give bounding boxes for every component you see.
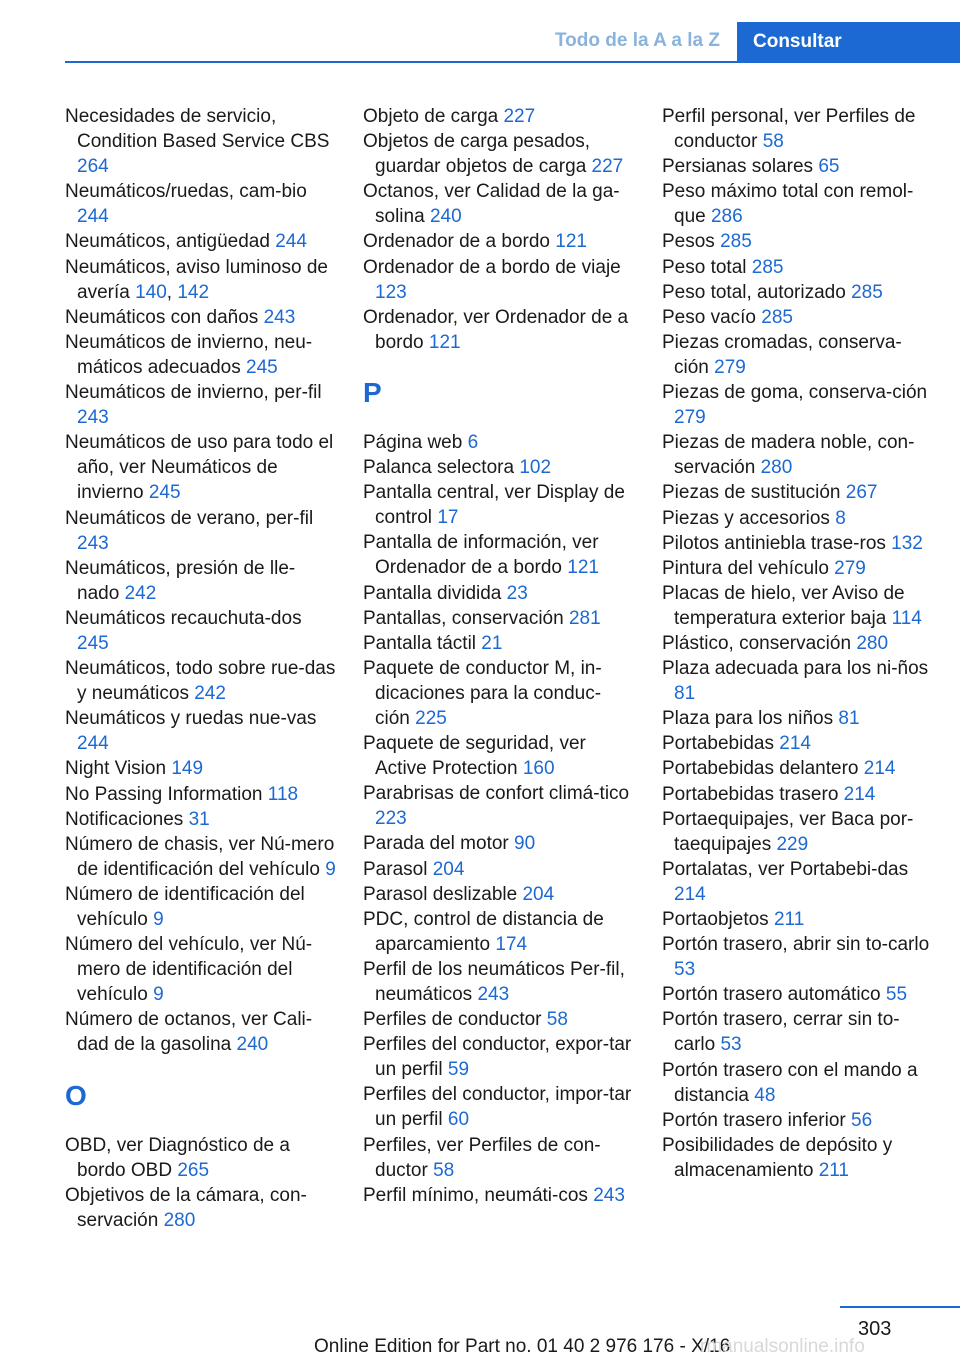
index-entry-text: Número de chasis, ver Nú-mero de identificación del vehículo (65, 833, 335, 880)
index-entry-text: Paquete de conductor M, in-dicaciones para la conduc-ción (363, 657, 602, 729)
index-entry (662, 1108, 932, 1133)
index-entry (662, 907, 932, 932)
page-reference-link[interactable]: 242 (194, 683, 226, 705)
tab-consultar[interactable]: Consultar (737, 22, 960, 62)
index-entry (662, 179, 932, 229)
page-reference-link[interactable]: 204 (432, 858, 465, 880)
index-entry-text: Portabebidas delantero (662, 758, 859, 780)
page-reference-link[interactable]: 56 (851, 1109, 873, 1131)
index-entry-text: Objetivos de la cámara, con-servación (65, 1184, 307, 1231)
page-reference-link[interactable]: 9 (325, 858, 336, 880)
index-entry-text: Pantalla de información, ver Ordenador de a bordo (363, 532, 599, 579)
index-entry (363, 1032, 635, 1082)
index-entry (662, 255, 932, 280)
page-reference-link[interactable]: 140 (135, 281, 167, 303)
index-entry (662, 631, 932, 656)
index-entry-text: Piezas de madera noble, con-servación (662, 432, 915, 479)
page-reference-link[interactable]: 31 (188, 808, 210, 830)
index-entry-text: Pantalla dividida (363, 582, 502, 604)
index-entry (662, 330, 932, 380)
index-entry (662, 1058, 932, 1108)
page-reference-link[interactable]: 48 (754, 1084, 776, 1106)
index-entry-text: Posibilidades de depósito y almacenamiento (662, 1134, 893, 1181)
page-reference-link[interactable]: 214 (674, 883, 706, 905)
index-entry (662, 807, 932, 857)
page-reference-link[interactable]: 142 (177, 281, 210, 303)
index-entry (363, 857, 635, 882)
index-entry-text: Perfiles del conductor, impor-tar un perfil (363, 1084, 632, 1131)
page-reference-link[interactable]: 227 (503, 106, 536, 127)
index-entry-text: Portaobjetos (662, 909, 769, 930)
index-entry (65, 782, 337, 807)
index-entry-text: Neumáticos y ruedas nue-vas (65, 708, 317, 730)
index-entry-text: Paquete de seguridad, ver Active Protection (363, 733, 586, 780)
index-entry (65, 179, 337, 229)
index-entry-text: Número de identificación del vehículo (65, 883, 305, 930)
section-link[interactable]: Todo de la A a la Z (554, 30, 720, 51)
page-reference-link[interactable]: 121 (555, 231, 587, 253)
edition-note: Online Edition for Part no. 01 40 2 976 176 - X/16 (314, 1336, 731, 1357)
page-reference-link[interactable]: 285 (761, 306, 793, 328)
index-entry-text: Portón trasero con el mando a distancia (662, 1059, 918, 1106)
page-reference-link[interactable]: 81 (838, 708, 860, 730)
page-reference-link[interactable]: 121 (567, 557, 599, 579)
index-entry-text: Necesidades de servicio, Condition Based Service CBS (65, 106, 330, 153)
index-entry (363, 455, 635, 480)
index-entry (363, 957, 635, 1007)
index-entry: Neumáticos, aviso luminoso de avería 140, 142 (65, 256, 328, 303)
page-reference-link[interactable]: 280 (856, 632, 889, 654)
index-entry (662, 229, 932, 254)
index-entry-text: Portón trasero, abrir sin to-carlo (662, 934, 930, 956)
index-entry (662, 380, 932, 430)
index-entry (65, 656, 337, 706)
index-entry-text: Objetos de carga pesados, guardar objetos de carga (363, 131, 591, 178)
index-entry-text: Neumáticos con daños (65, 306, 259, 328)
page-reference-link[interactable]: 225 (415, 707, 447, 729)
index-entry-text: Peso vacío (662, 306, 756, 328)
index-entry-text: Pantalla central, ver Display de control (363, 482, 625, 529)
index-entry-text: Número del vehículo, ver Nú-mero de identificación del vehículo (65, 934, 313, 1006)
index-entry (65, 1183, 337, 1233)
page-reference-link[interactable]: 90 (514, 833, 536, 855)
index-entry-text: Neumáticos de invierno, neu-máticos adecuados (65, 331, 313, 378)
index-entry-text: Neumáticos, antigüedad (65, 231, 270, 253)
index-entry (662, 556, 932, 581)
page-reference-link[interactable]: 114 (891, 607, 922, 629)
index-entry (65, 1133, 337, 1183)
index-entry (662, 982, 932, 1007)
page-reference-link[interactable]: 285 (751, 256, 784, 278)
index-entry-text: Parada del motor (363, 833, 509, 855)
index-entry-text: Parasol (363, 858, 428, 880)
page-reference-link[interactable]: 81 (674, 683, 696, 705)
index-entry-text: Plaza para los niños (662, 708, 834, 730)
index-entry (662, 280, 932, 305)
index-entry-text: Portabebidas trasero (662, 783, 839, 805)
index-entry (363, 907, 635, 957)
page-reference-link[interactable]: 229 (776, 833, 809, 855)
watermark: rmanualsonline.info (700, 1336, 865, 1357)
index-entry (363, 480, 635, 530)
page-reference-link[interactable]: 279 (674, 407, 706, 429)
index-entry (363, 631, 635, 656)
page-reference-link[interactable]: 281 (568, 607, 601, 629)
page-reference-link[interactable]: 121 (428, 331, 461, 353)
index-entry-text: Neumáticos de verano, per-fil (65, 507, 314, 529)
page-reference-link[interactable]: 118 (267, 783, 299, 805)
page-reference-link[interactable]: 17 (437, 507, 459, 529)
index-entry (662, 932, 932, 982)
index-entry (65, 606, 337, 656)
page-reference-link[interactable]: 279 (834, 557, 866, 579)
page-reference-link[interactable]: 204 (522, 883, 555, 905)
index-column-2 (363, 104, 635, 1208)
page-reference-link[interactable]: 243 (593, 1184, 625, 1206)
page-reference-link[interactable]: 243 (77, 532, 109, 554)
index-entry (662, 731, 932, 756)
index-entry-text: Ordenador de a bordo (363, 231, 550, 253)
index-entry-text: Piezas de goma, conserva-ción (662, 382, 928, 404)
page-reference-link[interactable]: 245 (246, 356, 278, 378)
page-reference-link[interactable]: 245 (77, 632, 109, 654)
page-reference-link[interactable]: 286 (710, 206, 743, 228)
index-entry (65, 104, 337, 179)
page-reference-link[interactable]: 65 (818, 156, 840, 178)
index-column-1 (65, 104, 337, 1233)
page-reference-link[interactable]: 211 (773, 909, 805, 930)
page-header (0, 0, 960, 62)
index-entry-text: Perfil de los neumáticos Per-fil, neumáticos (363, 958, 625, 1005)
page-reference-link[interactable]: 60 (447, 1109, 470, 1131)
index-entry (662, 305, 932, 330)
page-reference-link[interactable]: 223 (375, 808, 407, 830)
page-reference-link[interactable]: 149 (171, 758, 204, 780)
index-entry-text: Perfiles, ver Perfiles de con-ductor (363, 1134, 601, 1181)
index-entry-text: Piezas cromadas, conserva-ción (662, 331, 902, 378)
page-reference-link[interactable]: 58 (546, 1009, 568, 1031)
index-entry-text: Persianas solares (662, 156, 814, 178)
index-entry-text: OBD, ver Diagnóstico de a bordo OBD (65, 1134, 290, 1181)
page-reference-link[interactable]: 243 (77, 407, 109, 429)
index-entry (363, 781, 635, 831)
index-entry-text: Portalatas, ver Portabebi-das (662, 858, 909, 880)
index-entry (363, 430, 635, 455)
index-entry-text: Neumáticos, aviso luminoso de avería (65, 256, 328, 303)
index-entry (65, 506, 337, 556)
index-entry-text: Portón trasero automático (662, 984, 881, 1006)
index-entry (65, 556, 337, 606)
index-entry (662, 531, 932, 556)
index-entry (65, 330, 337, 380)
index-entry (65, 832, 337, 882)
index-entry (662, 1007, 932, 1057)
page-reference-link[interactable]: 6 (467, 431, 479, 453)
index-entry-text: Plaza adecuada para los ni-ños (662, 658, 929, 680)
page-reference-link[interactable]: 244 (275, 231, 307, 253)
page-reference-link[interactable]: 240 (429, 206, 462, 228)
index-entry-text: Parabrisas de confort climá-tico (363, 783, 630, 805)
index-entry-text: Objeto de carga (363, 106, 499, 127)
index-entry (662, 430, 932, 480)
index-entry (65, 882, 337, 932)
page-reference-link[interactable]: 21 (481, 632, 503, 654)
page-number: 303 (858, 1318, 892, 1340)
index-entry-text: Neumáticos, todo sobre rue-das y neumáticos (65, 658, 336, 705)
index-entry-text: Palanca selectora (363, 457, 515, 479)
page-reference-link[interactable]: 58 (433, 1159, 455, 1181)
index-entry-text: Notificaciones (65, 808, 184, 830)
index-entry (363, 1133, 635, 1183)
page-reference-link[interactable]: 227 (591, 156, 624, 178)
page-reference-link[interactable]: 244 (77, 206, 109, 228)
index-entry (662, 656, 932, 706)
page-reference-link[interactable]: 280 (760, 457, 793, 479)
page-reference-link[interactable]: 264 (77, 156, 109, 178)
index-entry-text: Parasol deslizable (363, 883, 518, 905)
index-entry (363, 530, 635, 580)
index-entry (662, 782, 932, 807)
index-entry (65, 1007, 337, 1057)
page-reference-link[interactable]: 245 (148, 482, 181, 504)
page-reference-link[interactable]: 53 (674, 959, 696, 981)
index-entry-text: Plástico, conservación (662, 632, 852, 654)
index-column-3 (662, 104, 932, 1183)
page-reference-link[interactable]: 265 (177, 1159, 210, 1181)
index-entry-text: Perfil mínimo, neumáti-cos (363, 1184, 588, 1206)
index-entry-text: Neumáticos de invierno, per-fil (65, 382, 322, 404)
index-entry-text: Pesos (662, 231, 715, 253)
index-entry (65, 380, 337, 430)
index-entry-text: Neumáticos de uso para todo el año, ver Neumáticos de invierno (65, 432, 334, 504)
page-reference-link[interactable]: 102 (519, 457, 552, 479)
index-entry (363, 104, 635, 129)
index-entry (662, 480, 932, 505)
page-reference-link[interactable]: 9 (153, 984, 164, 1006)
index-entry-text: Portabebidas (662, 733, 774, 755)
index-entry-text: Placas de hielo, ver Aviso de temperatura exterior baja (662, 582, 905, 629)
header-divider (65, 61, 960, 63)
index-entry (363, 656, 635, 731)
index-entry-text: Pantallas, conservación (363, 607, 564, 629)
page-reference-link[interactable]: 132 (891, 532, 923, 554)
index-entry-text: Pilotos antiniebla trase-ros (662, 532, 886, 554)
page-reference-link[interactable]: 244 (77, 733, 109, 755)
index-entry (662, 104, 932, 154)
index-entry (662, 756, 932, 781)
page-reference-link[interactable]: 214 (779, 733, 811, 755)
index-entry-text: PDC, control de distancia de aparcamiento (363, 908, 604, 955)
index-entry (662, 857, 932, 907)
page-reference-link[interactable]: 285 (720, 231, 752, 253)
footer-divider (840, 1306, 960, 1308)
index-entry (363, 1007, 635, 1032)
page-reference-link[interactable]: 160 (522, 758, 555, 780)
page-reference-link[interactable]: 240 (236, 1034, 269, 1056)
page-reference-link[interactable]: 214 (863, 758, 896, 780)
index-entry (662, 154, 932, 179)
index-entry-text: Neumáticos/ruedas, cam-bio (65, 181, 307, 203)
page-reference-link[interactable]: 242 (124, 582, 157, 604)
index-entry (363, 179, 635, 229)
page-reference-link[interactable]: 59 (447, 1059, 470, 1081)
index-entry-text: Perfiles de conductor (363, 1009, 542, 1031)
page-reference-link[interactable]: 279 (714, 356, 746, 378)
page-reference-link[interactable]: 285 (851, 281, 883, 303)
page-reference-link[interactable]: 174 (495, 933, 528, 955)
page-reference-link[interactable]: 53 (720, 1034, 742, 1056)
index-entry (363, 229, 635, 254)
index-entry-text: Pintura del vehículo (662, 557, 829, 579)
page-reference-link[interactable]: 23 (506, 582, 528, 604)
index-entry-text: No Passing Information (65, 783, 263, 805)
index-entry-text: Ordenador de a bordo de viaje (363, 256, 621, 278)
index-entry (363, 606, 635, 631)
index-entry (662, 706, 932, 731)
index-entry-text: Peso máximo total con remol-que (662, 181, 914, 228)
page-reference-link[interactable]: 214 (843, 783, 876, 805)
index-entry-text: Night Vision (65, 758, 167, 780)
index-letter-heading: O (65, 1079, 87, 1111)
index-entry-text: Peso total (662, 256, 747, 278)
index-entry (662, 581, 932, 631)
index-entry-text: Número de octanos, ver Cali-dad de la gasolina (65, 1009, 313, 1056)
page-reference-link[interactable]: 211 (818, 1159, 849, 1181)
index-entry (363, 882, 635, 907)
index-entry (65, 706, 337, 756)
index-entry (65, 807, 337, 832)
index-entry-text: Página web (363, 431, 463, 453)
index-entry-text: Perfil personal, ver Perfiles de conductor (662, 106, 916, 153)
index-entry (65, 430, 337, 505)
page-reference-link[interactable]: 243 (263, 306, 296, 328)
index-entry-text: Neumáticos, presión de lle-nado (65, 557, 296, 604)
index-entry-text: Portón trasero, cerrar sin to-carlo (662, 1009, 900, 1056)
index-entry (363, 255, 635, 305)
index-entry-text: Portón trasero inferior (662, 1109, 846, 1131)
index-entry (662, 506, 932, 531)
index-entry-text: Perfiles del conductor, expor-tar un perfil (363, 1034, 632, 1081)
index-entry (363, 581, 635, 606)
index-entry (363, 129, 635, 179)
index-entry (65, 305, 337, 330)
page-reference-link[interactable]: 58 (762, 131, 784, 153)
page-reference-link[interactable]: 9 (153, 909, 164, 930)
index-entry-text: Neumáticos recauchuta-dos (65, 607, 302, 629)
index-entry (363, 305, 635, 355)
index-entry (363, 831, 635, 856)
page-reference-link[interactable]: 123 (375, 281, 407, 303)
page-reference-link[interactable]: 243 (477, 984, 510, 1005)
page-reference-link[interactable]: 280 (163, 1209, 196, 1231)
index-entry-text: Ordenador, ver Ordenador de a bordo (363, 306, 629, 353)
index-entry (65, 229, 337, 254)
index-entry-text: Piezas de sustitución (662, 482, 841, 504)
index-entry (662, 1133, 932, 1183)
index-entry-text: Pantalla táctil (363, 632, 477, 654)
page-reference-link[interactable]: 55 (885, 984, 908, 1006)
index-letter-heading: P (363, 376, 382, 408)
page-reference-link[interactable]: 267 (845, 482, 878, 504)
index-entry-text: Octanos, ver Calidad de la ga-solina (363, 181, 620, 228)
page-reference-link[interactable]: 8 (835, 507, 846, 529)
index-entry-text: Portaequipajes, ver Baca por-taequipajes (662, 808, 914, 855)
index-entry-text: Peso total, autorizado (662, 281, 846, 303)
index-entry-text: Piezas y accesorios (662, 507, 830, 529)
index-entry (65, 932, 337, 1007)
index-entry (363, 731, 635, 781)
index-entry (65, 756, 337, 781)
index-entry (363, 1082, 635, 1132)
index-entry (363, 1183, 635, 1208)
